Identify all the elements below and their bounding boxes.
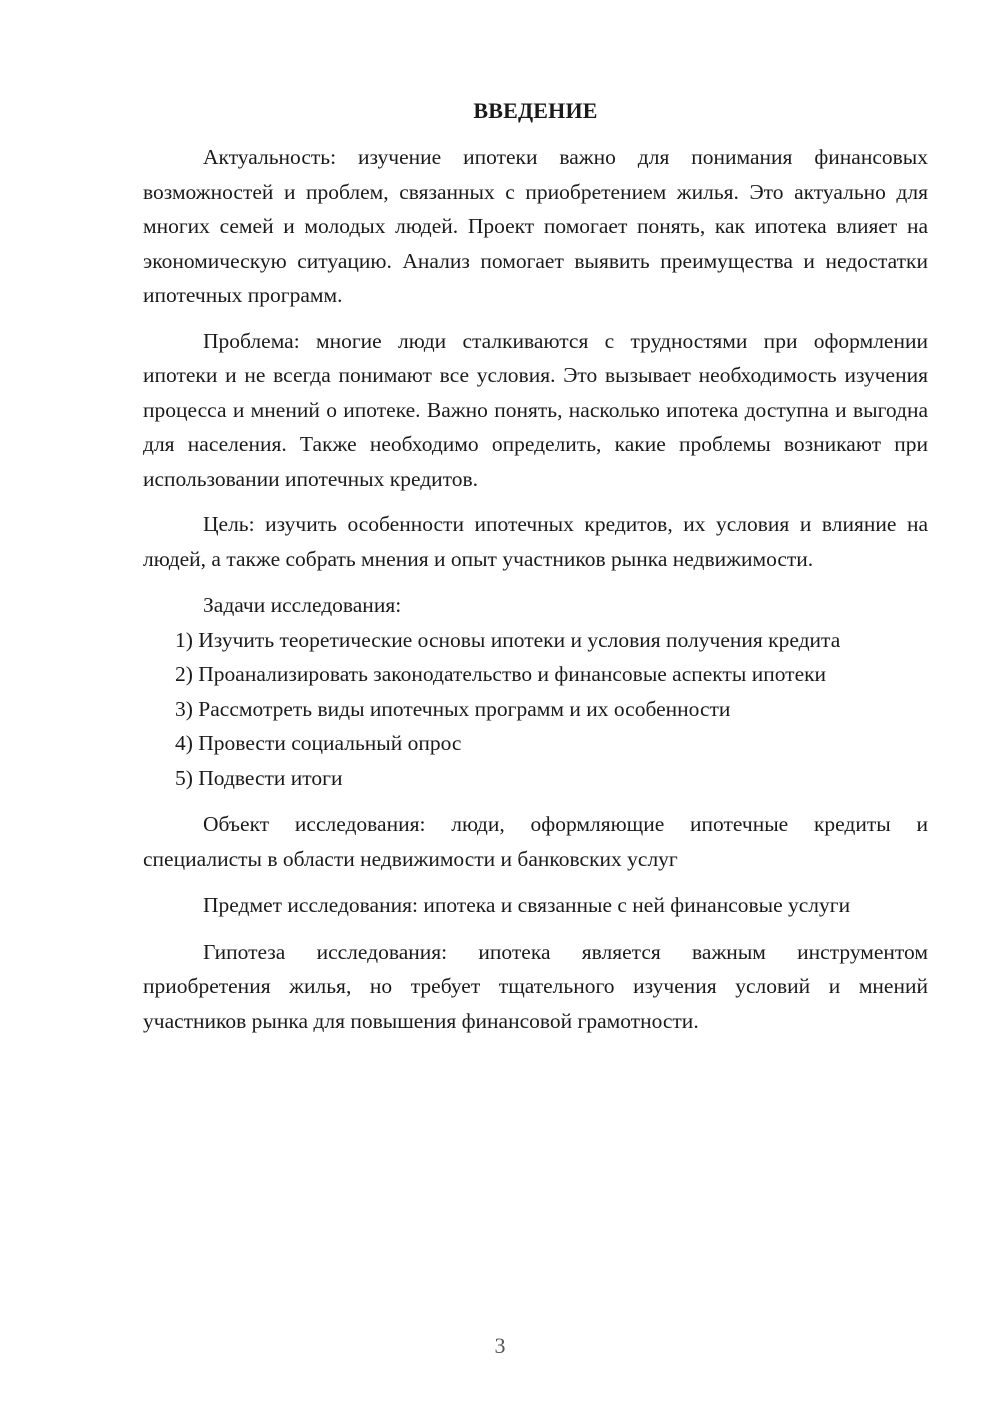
list-item: 2) Проанализировать законодательство и финансовые аспекты ипотеки (175, 662, 827, 686)
list-item: 1) Изучить теоретические основы ипотеки и условия получения кредита (175, 627, 841, 652)
tasks-list (143, 623, 928, 796)
page-title: ВВЕДЕНИЕ (473, 98, 598, 123)
object-paragraph: Объект исследования: люди, оформляющие ипотечные кредиты и специалисты в области недвижимости и банковских услуг (143, 812, 928, 871)
document-page (143, 94, 928, 1038)
relevance-paragraph: Актуальность: изучение ипотеки важно для понимания финансовых возможностей и проблем, связанных с приобретением жилья. Это актуально для многих семей и молодых людей. Проект помогает понять, как ипотека влияет на экономическую ситуацию. Анализ помогает выявить преимущества и недостатки ипотечных программ. (143, 145, 928, 307)
list-item: 5) Подвести итоги (175, 765, 343, 790)
subject-paragraph: Предмет исследования: ипотека и связанные с ней финансовые услуги (203, 893, 851, 917)
hypothesis-paragraph: Гипотеза исследования: ипотека является важным инструментом приобретения жилья, но требует тщательного изучения условий и мнений участников рынка для повышения финансовой грамотности. (143, 939, 928, 1033)
list-item: 4) Провести социальный опрос (175, 731, 462, 755)
tasks-heading: Задачи исследования: (203, 593, 402, 617)
page-number: 3 (494, 1333, 506, 1358)
problem-paragraph: Проблема: многие люди сталкиваются с трудностями при оформлении ипотеки и не всегда понимают все условия. Это вызывает необходимость изучения процесса и мнений о ипотеке. Важно понять, насколько ипотека доступна и выгодна для населения. Также необходимо определить, какие проблемы возникают при использовании ипотечных кредитов. (143, 328, 928, 491)
list-item: 3) Рассмотреть виды ипотечных программ и их особенности (175, 696, 731, 721)
goal-paragraph: Цель: изучить особенности ипотечных кредитов, их условия и влияние на людей, а также собрать мнения и опыт участников рынка недвижимости. (143, 512, 928, 571)
